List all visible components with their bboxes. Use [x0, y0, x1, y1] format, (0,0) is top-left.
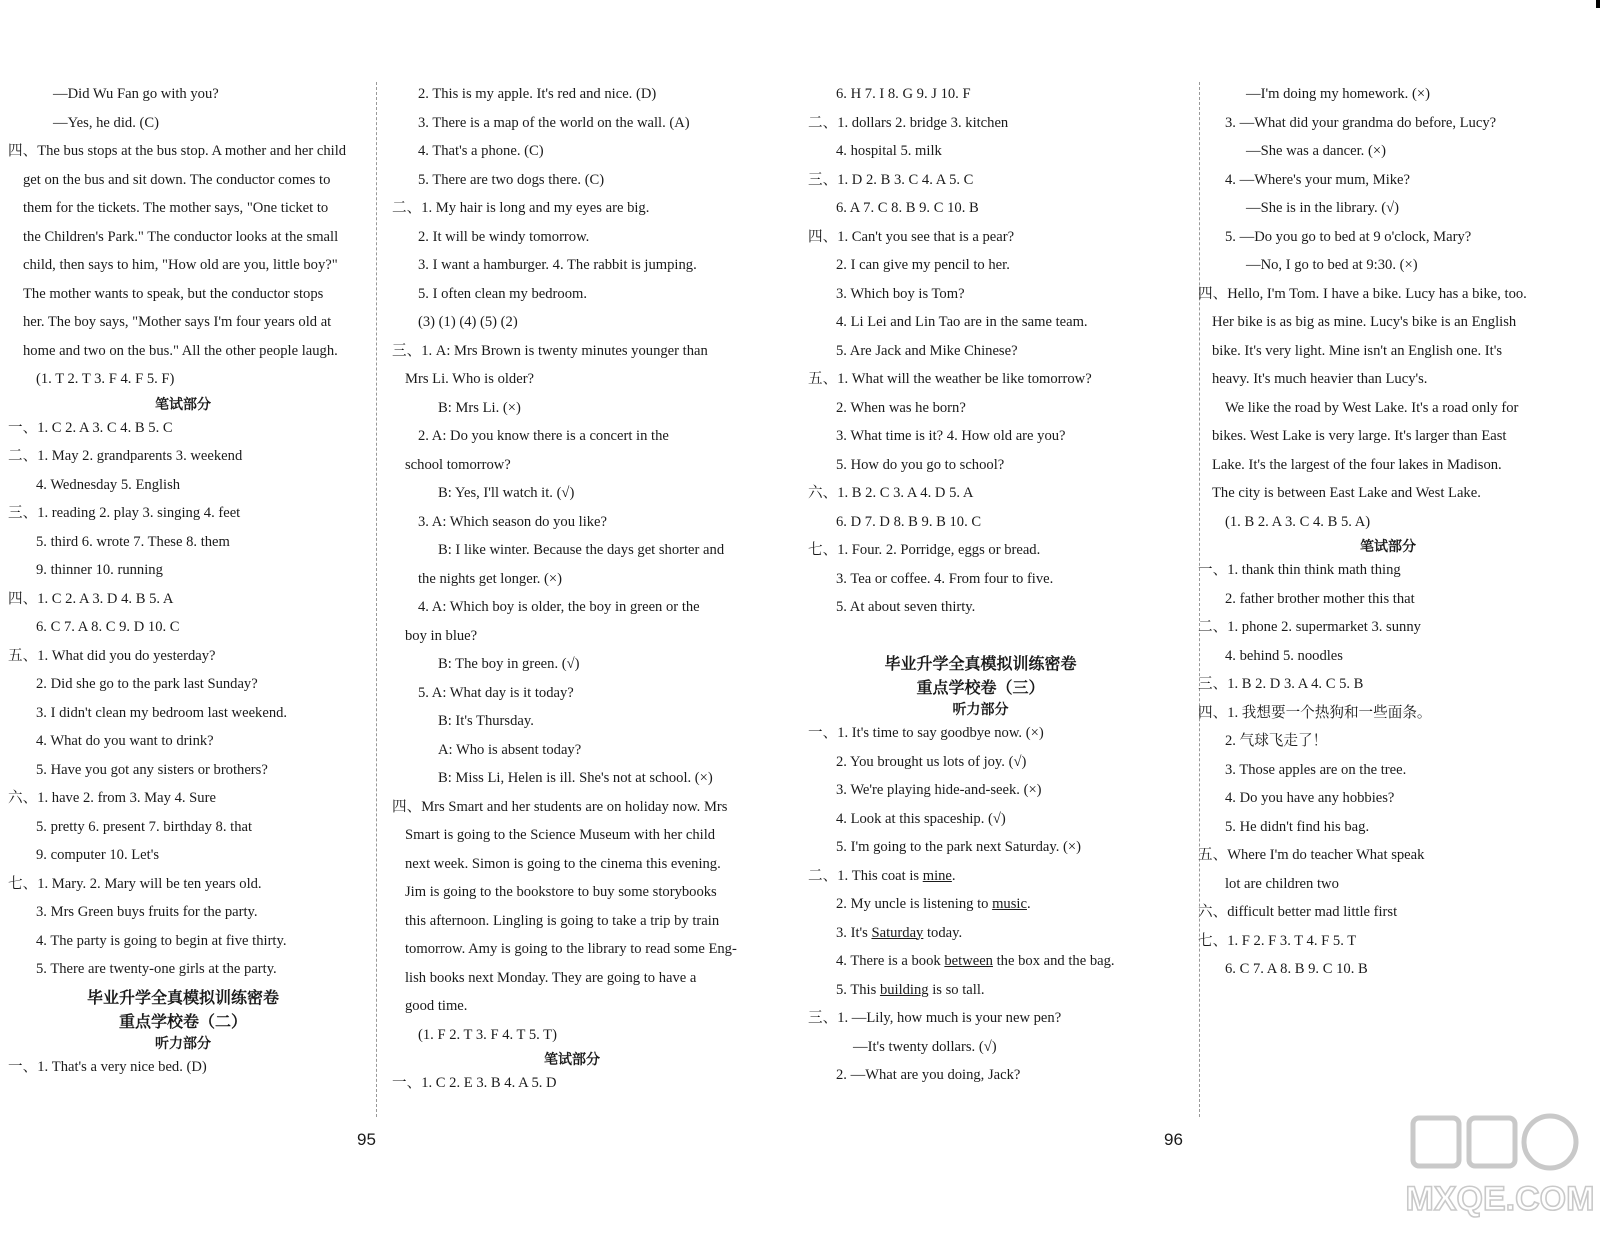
answer-line: Lake. It's the largest of the four lakes in Madison.: [1212, 456, 1502, 473]
column-1: [8, 80, 358, 1081]
underlined-answer: building: [879, 981, 929, 998]
answer-line: B: It's Thursday.: [438, 713, 534, 729]
answer-line: 四、Mrs Smart and her students are on holiday now. Mrs: [392, 798, 728, 815]
answer-line: 七、1. Mary. 2. Mary will be ten years old.: [8, 875, 262, 892]
answer-line: 四、1. Can't you see that is a pear?: [808, 228, 1015, 245]
answer-line: 二、1. My hair is long and my eyes are big.: [392, 200, 650, 216]
answer-line: 2. A: Do you know there is a concert in the: [418, 428, 669, 444]
answer-line: 四、Hello, I'm Tom. I have a bike. Lucy has a bike, too.: [1198, 285, 1527, 302]
answer-line: 四、The bus stops at the bus stop. A mother and her child: [8, 143, 347, 159]
answer-line: (1. F 2. T 3. F 4. T 5. T): [418, 1026, 557, 1043]
answer-line: [808, 919, 1153, 948]
answer-line: Smart is going to the Science Museum with her child: [405, 827, 716, 843]
answer-line: heavy. It's much heavier than Lucy's.: [1212, 371, 1428, 387]
answer-line: 3. I want a hamburger. 4. The rabbit is jumping.: [418, 257, 697, 273]
answer-line: 三、1. reading 2. play 3. singing 4. feet: [8, 505, 241, 521]
answer-line: 9. computer 10. Let's: [36, 847, 159, 863]
answer-line: the nights get longer. (×): [418, 570, 563, 587]
answer-line: 5. There are two dogs there. (C): [418, 171, 605, 188]
answer-line: 3. —What did your grandma do before, Lucy?: [1225, 114, 1497, 131]
answer-line: 4. The party is going to begin at five thirty.: [36, 932, 287, 949]
answer-line: We like the road by West Lake. It's a road only for: [1225, 399, 1519, 416]
answer-line: 一、1. thank thin think math thing: [1198, 562, 1401, 578]
answer-line: them for the tickets. The mother says, "One ticket to: [23, 200, 329, 216]
answer-line: 5. I'm going to the park next Saturday. (×): [836, 839, 1081, 855]
answer-line: 4. hospital 5. milk: [836, 143, 942, 159]
answer-line: 三、1. A: Mrs Brown is twenty minutes younger than: [392, 342, 708, 359]
answer-line: 6. C 7. A 8. B 9. C 10. B: [1225, 961, 1368, 977]
answer-line: 3. Which boy is Tom?: [836, 285, 965, 302]
answer-line: lot are children two: [1225, 875, 1339, 892]
answer-line: —No, I go to bed at 9:30. (×): [1246, 257, 1418, 273]
underlined-answer: mine: [922, 867, 952, 884]
answer-line: 3. Mrs Green buys fruits for the party.: [36, 904, 258, 920]
part-heading: 笔试部分: [544, 1052, 600, 1068]
answer-line: 2. It will be windy tomorrow.: [418, 228, 590, 245]
answer-line: B: Miss Li, Helen is ill. She's not at school. (×): [438, 770, 713, 786]
answer-line: 6. A 7. C 8. B 9. C 10. B: [836, 200, 979, 216]
underlined-answer: music: [992, 896, 1027, 912]
answer-line: 4. Do you have any hobbies?: [1225, 790, 1395, 806]
answer-line: [808, 947, 1153, 976]
answer-line: The mother wants to speak, but the conductor stops: [23, 285, 324, 302]
answer-line: 六、1. have 2. from 3. May 4. Sure: [8, 790, 216, 806]
answer-line: 4. Look at this spaceship. (√): [836, 810, 1006, 827]
answer-line: 4. A: Which boy is older, the boy in green or the: [418, 599, 700, 615]
answer-line: 3. What time is it? 4. How old are you?: [836, 428, 1066, 444]
answer-line: the Children's Park." The conductor looks at the small: [23, 228, 339, 245]
answer-line: lish books next Monday. They are going to have a: [405, 969, 697, 986]
answer-line: 5. A: What day is it today?: [418, 684, 574, 701]
underlined-answer: between: [944, 953, 993, 969]
answer-line: 5. How do you go to school?: [836, 456, 1005, 473]
answer-line: boy in blue?: [405, 627, 478, 644]
answer-line: get on the bus and sit down. The conductor comes to: [23, 171, 331, 188]
answer-line: [808, 862, 1153, 891]
column-3: [808, 80, 1153, 1090]
answer-line: 2. Did she go to the park last Sunday?: [36, 676, 258, 692]
page-number-left: 95: [357, 1130, 376, 1149]
watermark-logo: [1405, 1108, 1595, 1226]
answer-line: 二、1. May 2. grandparents 3. weekend: [8, 448, 243, 464]
answer-line: child, then says to him, "How old are you, little boy?": [23, 257, 338, 273]
answer-line: 6. H 7. I 8. G 9. J 10. F: [836, 86, 971, 102]
part-heading: 笔试部分: [1360, 539, 1416, 555]
answer-line: 2. father brother mother this that: [1225, 590, 1415, 607]
answer-line: 五、1. What will the weather be like tomorrow?: [808, 371, 1092, 387]
answer-line: 4. Wednesday 5. English: [36, 476, 181, 493]
answer-line: B: I like winter. Because the days get shorter and: [438, 542, 725, 558]
answer-line: 一、1. That's a very nice bed. (D): [8, 1058, 207, 1075]
line-text: 3. It's: [836, 924, 872, 941]
answer-line: 七、1. Four. 2. Porridge, eggs or bread.: [808, 542, 1041, 558]
answer-line: 5. —Do you go to bed at 9 o'clock, Mary?: [1225, 228, 1472, 245]
answer-line: B: Yes, I'll watch it. (√): [438, 485, 575, 501]
answer-line: 一、1. C 2. E 3. B 4. A 5. D: [392, 1075, 557, 1091]
answer-line: Jim is going to the bookstore to buy some storybooks: [405, 884, 717, 900]
answer-line: 3. Tea or coffee. 4. From four to five.: [836, 570, 1054, 587]
section-heading: 毕业升学全真模拟训练密卷: [86, 987, 279, 1007]
answer-line: this afternoon. Lingling is going to take a trip by train: [405, 912, 720, 929]
part-heading: 笔试部分: [155, 396, 211, 413]
answer-line: 5. pretty 6. present 7. birthday 8. that: [36, 818, 253, 835]
answer-line: 六、difficult better mad little first: [1198, 904, 1398, 920]
answer-line: 七、1. F 2. F 3. T 4. F 5. T: [1198, 932, 1357, 949]
answer-line: 6. C 7. A 8. C 9. D 10. C: [36, 619, 180, 635]
answer-line: 2. You brought us lots of joy. (√): [836, 753, 1027, 770]
section-heading: 毕业升学全真模拟训练密卷: [884, 654, 1077, 673]
answer-line: school tomorrow?: [405, 456, 511, 473]
answer-line: 2. 气球飞走了！: [1225, 733, 1328, 749]
answer-line: 一、1. C 2. A 3. C 4. B 5. C: [8, 419, 173, 436]
answer-line: 四、1. C 2. A 3. D 4. B 5. A: [8, 590, 174, 607]
answer-line: —Did Wu Fan go with you?: [53, 86, 219, 102]
line-text-end: .: [951, 867, 956, 884]
answer-line: 5. Have you got any sisters or brothers?: [36, 761, 268, 778]
page-number-right: 96: [1164, 1130, 1183, 1149]
answer-line: 5. Are Jack and Mike Chinese?: [836, 342, 1018, 359]
section-heading: 重点学校卷（二）: [118, 1011, 247, 1031]
answer-line: 2. —What are you doing, Jack?: [836, 1067, 1021, 1083]
answer-line: 三、1. D 2. B 3. C 4. A 5. C: [808, 171, 974, 188]
part-heading: 听力部分: [155, 1035, 211, 1052]
line-text: 4. There is a book: [836, 953, 945, 969]
line-text: 5. This: [836, 981, 880, 998]
answer-line: 4. Li Lei and Lin Tao are in the same team.: [836, 314, 1088, 330]
line-text-end: is so tall.: [928, 981, 985, 998]
column-divider-left: [376, 82, 377, 1117]
answer-line: B: Mrs Li. (×): [438, 399, 521, 416]
answer-line: [808, 976, 1153, 1005]
section-heading: 重点学校卷（三）: [916, 678, 1045, 697]
answer-line: 五、Where I'm do teacher What speak: [1198, 847, 1425, 863]
answer-line: 4. behind 5. noodles: [1225, 647, 1343, 664]
answer-line: (1. B 2. A 3. C 4. B 5. A): [1225, 513, 1371, 530]
answer-line: 6. D 7. D 8. B 9. B 10. C: [836, 513, 982, 530]
answer-line: 5. He didn't find his bag.: [1225, 818, 1370, 835]
answer-line: 5. There are twenty-one girls at the party.: [36, 961, 277, 977]
answer-line: 一、1. It's time to say goodbye now. (×): [808, 725, 1044, 741]
answer-line: Mrs Li. Who is older?: [405, 371, 535, 387]
answer-line: —Yes, he did. (C): [53, 114, 159, 131]
answer-line: —It's twenty dollars. (√): [853, 1038, 997, 1055]
answer-line: Her bike is as big as mine. Lucy's bike is an English: [1212, 314, 1517, 330]
answer-line: 3. Those apples are on the tree.: [1225, 761, 1407, 778]
answer-line: 四、1. 我想要一个热狗和一些面条。: [1198, 704, 1432, 721]
answer-line: 2. This is my apple. It's red and nice. (D): [418, 86, 657, 102]
answer-line: B: The boy in green. (√): [438, 656, 580, 672]
line-text-end: .: [1026, 896, 1031, 912]
part-heading: 听力部分: [952, 702, 1009, 718]
answer-line: 5. third 6. wrote 7. These 8. them: [36, 533, 230, 550]
answer-line: good time.: [405, 998, 468, 1014]
answer-line: 三、1. —Lily, how much is your new pen?: [808, 1010, 1062, 1026]
line-text: 二、1. This coat is: [808, 867, 923, 884]
answer-line: tomorrow. Amy is going to the library to read some Eng-: [405, 941, 737, 957]
answer-line: 3. There is a map of the world on the wall. (A): [418, 114, 690, 131]
column-4: [1198, 80, 1578, 984]
column-2: [392, 80, 752, 1098]
answer-line: [808, 622, 1153, 651]
answer-line: 3. We're playing hide-and-seek. (×): [836, 782, 1042, 798]
answer-line: 5. I often clean my bedroom.: [418, 285, 587, 302]
answer-line: (1. T 2. T 3. F 4. F 5. F): [36, 371, 175, 387]
answer-line: bikes. West Lake is very large. It's larger than East: [1212, 428, 1507, 444]
answer-line: —She is in the library. (√): [1246, 200, 1399, 216]
answer-line: 六、1. B 2. C 3. A 4. D 5. A: [808, 485, 974, 501]
answer-line: The city is between East Lake and West Lake.: [1212, 485, 1481, 501]
answer-line: 五、1. What did you do yesterday?: [8, 647, 216, 664]
answer-line: 二、1. phone 2. supermarket 3. sunny: [1198, 619, 1421, 635]
answer-line: 5. At about seven thirty.: [836, 599, 976, 615]
corner-mark: [1596, 0, 1600, 8]
line-text: 2. My uncle is listening to: [836, 896, 993, 912]
line-text-end: the box and the bag.: [992, 953, 1115, 969]
answer-line: next week. Simon is going to the cinema this evening.: [405, 855, 721, 872]
line-text-end: today.: [923, 924, 963, 941]
answer-line: her. The boy says, "Mother says I'm four years old at: [23, 314, 332, 330]
answer-line: (3) (1) (4) (5) (2): [418, 314, 518, 330]
answer-line: [808, 890, 1153, 919]
answer-line: 9. thinner 10. running: [36, 562, 163, 578]
answer-line: 三、1. B 2. D 3. A 4. C 5. B: [1198, 676, 1364, 692]
answer-line: 3. A: Which season do you like?: [418, 513, 608, 530]
answer-line: 3. I didn't clean my bedroom last weekend.: [36, 704, 288, 721]
answer-line: —I'm doing my homework. (×): [1246, 86, 1430, 102]
answer-line: 4. What do you want to drink?: [36, 733, 214, 749]
answer-line: 4. —Where's your mum, Mike?: [1225, 171, 1411, 188]
watermark-text: MXQE.COM: [1405, 1180, 1595, 1218]
answer-line: 4. That's a phone. (C): [418, 143, 544, 159]
answer-line: —She was a dancer. (×): [1246, 143, 1386, 159]
answer-line: 2. I can give my pencil to her.: [836, 257, 1010, 273]
answer-line: home and two on the bus." All the other people laugh.: [23, 342, 338, 359]
answer-line: 二、1. dollars 2. bridge 3. kitchen: [808, 114, 1009, 131]
answer-line: bike. It's very light. Mine isn't an English one. It's: [1212, 342, 1503, 359]
answer-line: A: Who is absent today?: [438, 741, 582, 758]
underlined-answer: Saturday: [871, 924, 924, 941]
answer-line: 2. When was he born?: [836, 399, 966, 416]
